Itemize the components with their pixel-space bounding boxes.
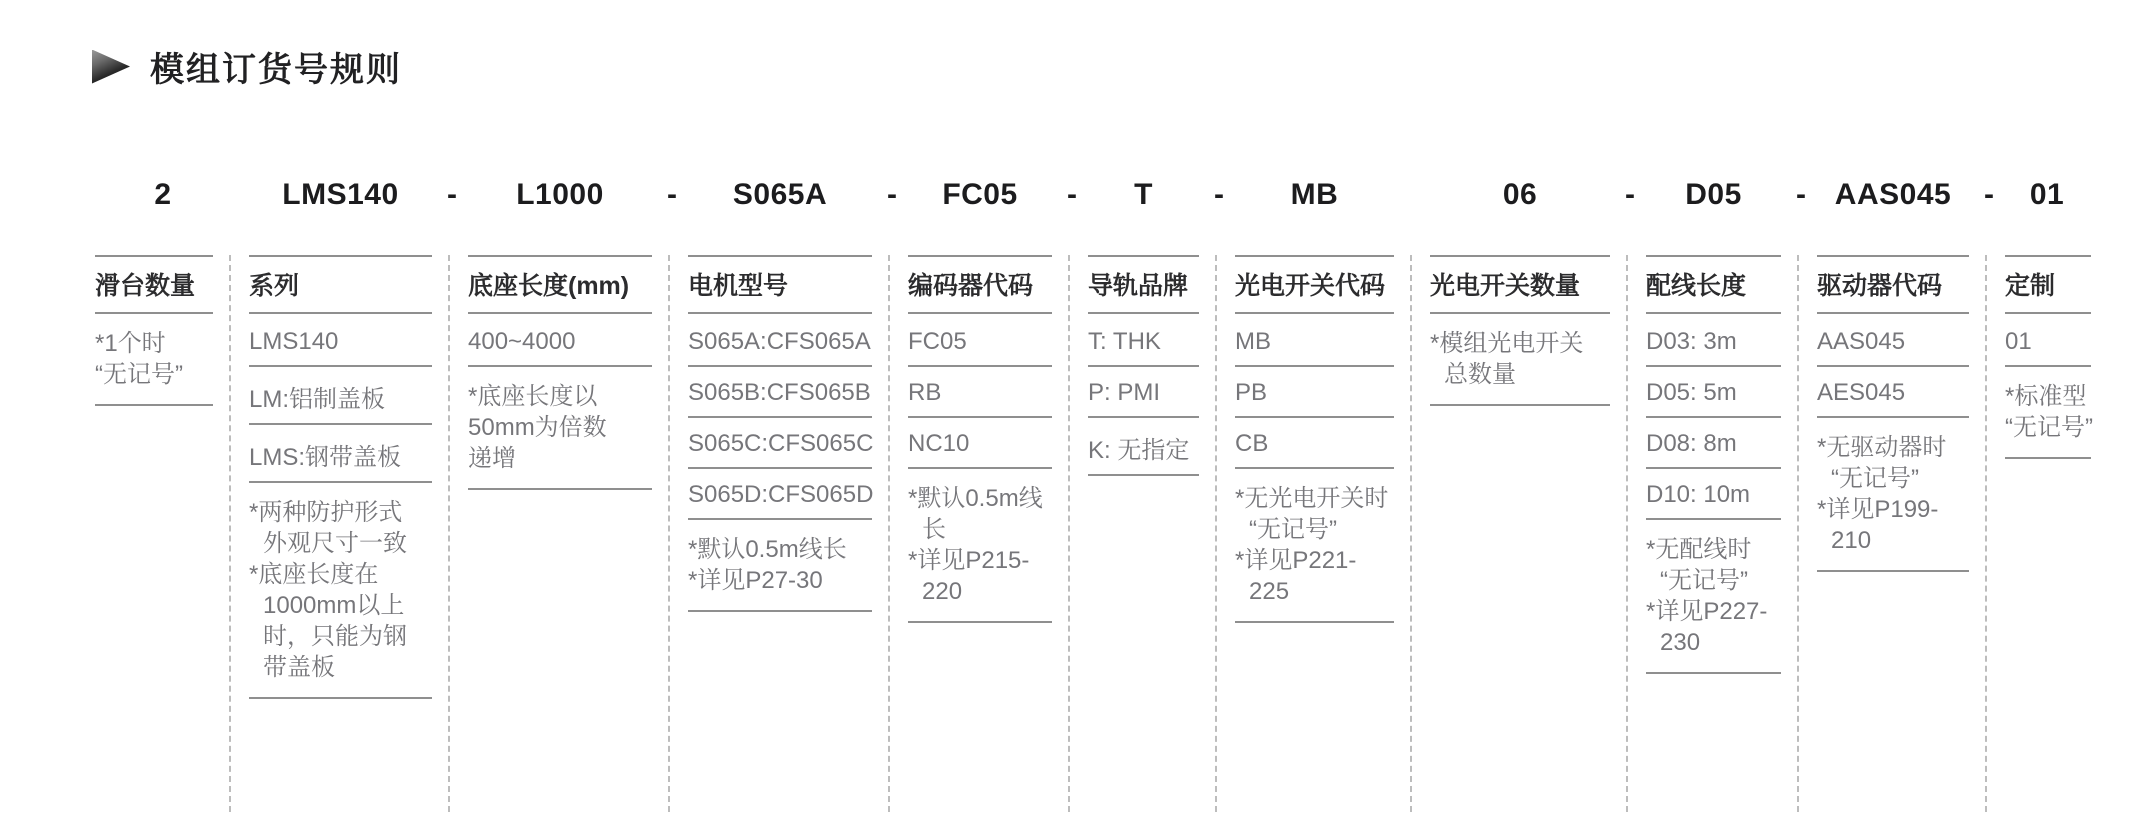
note-line: *详见P199- [1817,496,1939,523]
column-label-slide-count: 滑台数量 [95,255,213,314]
note-line: *1个时 [95,330,166,357]
note-line: *底座长度以 [468,383,598,410]
column-body-custom [1987,255,2107,812]
option-item: PB [1235,367,1394,418]
note-line: *无光电开关时 [1235,485,1389,512]
option-list-driver-code [1817,314,1969,418]
code-photo-switch-code: MB [1290,178,1339,211]
note-line: “无记号” [1660,567,1748,594]
column-label-motor-model: 电机型号 [688,255,872,314]
dash-separator: - [1214,178,1224,211]
option-list-series [249,314,432,483]
note-line: 总数量 [1444,361,1516,388]
option-item: LMS140 [249,314,432,367]
note-line: *默认0.5m线 [908,485,1043,512]
option-item: CB [1235,418,1394,469]
footnotes-cable-length [1646,520,1781,674]
code-row-rail-brand [1070,170,1224,216]
dash-separator: - [1796,178,1806,211]
code-base-length: L1000 [516,178,604,211]
code-custom: 01 [2029,178,2065,211]
option-item: AES045 [1817,367,1969,418]
column-label-cable-length: 配线长度 [1646,255,1781,314]
column-driver-code [1799,170,1994,812]
footnotes-custom [2005,367,2091,459]
code-row-base-length [450,170,677,216]
code-row-driver-code [1799,170,1994,216]
note-line: “无记号” [95,361,183,388]
note-line: 1000mm以上 [263,592,405,619]
column-slide-count [95,170,231,812]
footnotes-base-length [468,367,652,490]
note-line: 递增 [468,445,516,472]
option-item: 400~4000 [468,314,652,367]
column-cable-length [1628,170,1806,812]
note-line: *默认0.5m线长 [688,536,847,563]
option-item: S065A:CFS065A [688,314,872,367]
code-row-photo-switch-qty [1412,170,1635,216]
code-row-series [231,170,457,216]
footnotes-photo-switch-code [1235,469,1394,623]
column-rail-brand [1070,170,1224,812]
column-label-encoder-code: 编码器代码 [908,255,1052,314]
column-encoder-code [890,170,1077,812]
option-list-custom [2005,314,2091,367]
dash-separator: - [1984,178,1994,211]
footnotes-photo-switch-qty [1430,314,1610,406]
dash-separator: - [1067,178,1077,211]
option-item: 01 [2005,314,2091,367]
option-item: FC05 [908,314,1052,367]
option-item: K: 无指定 [1088,418,1199,476]
column-body-series [231,255,450,812]
column-base-length [450,170,677,812]
column-body-motor-model [670,255,890,812]
code-cable-length: D05 [1685,178,1742,211]
note-line: *无配线时 [1646,536,1752,563]
column-label-driver-code: 驱动器代码 [1817,255,1969,314]
option-item: D03: 3m [1646,314,1781,367]
note-line: 210 [1831,527,1872,554]
note-line: 外观尺寸一致 [263,530,407,557]
column-body-photo-switch-code [1217,255,1412,812]
footnotes-driver-code [1817,418,1969,572]
column-custom [1987,170,2107,812]
option-item: S065B:CFS065B [688,367,872,418]
option-item: S065D:CFS065D [688,469,872,520]
footnotes-motor-model [688,520,872,612]
code-row-encoder-code [890,170,1077,216]
footnotes-slide-count [95,314,213,406]
option-list-encoder-code [908,314,1052,469]
code-motor-model: S065A [732,178,828,211]
column-body-driver-code [1799,255,1987,812]
code-series: LMS140 [282,178,399,211]
arrow-right-icon [92,50,130,84]
option-item: D10: 10m [1646,469,1781,520]
note-line: *两种防护形式 [249,499,403,526]
column-label-rail-brand: 导轨品牌 [1088,255,1199,314]
order-code-table [95,170,2107,812]
option-item: LM:铝制盖板 [249,367,432,425]
code-slide-count: 2 [154,178,172,211]
option-item: LMS:钢带盖板 [249,425,432,483]
dash-separator: - [667,178,677,211]
note-line: *详见P215- [908,547,1030,574]
code-row-custom [1987,170,2107,216]
code-encoder-code: FC05 [942,178,1018,211]
option-item: D08: 8m [1646,418,1781,469]
column-photo-switch-code [1217,170,1412,812]
column-label-photo-switch-qty: 光电开关数量 [1430,255,1610,314]
section-title-row [92,42,402,91]
dash-separator: - [1625,178,1635,211]
column-body-base-length [450,255,670,812]
page-title: 模组订货号规则 [150,51,402,89]
note-line: 带盖板 [263,654,335,681]
option-item: S065C:CFS065C [688,418,872,469]
column-body-slide-count [95,255,231,812]
footnotes-series [249,483,432,699]
column-label-photo-switch-code: 光电开关代码 [1235,255,1394,314]
option-item: D05: 5m [1646,367,1781,418]
option-item: P: PMI [1088,367,1199,418]
code-driver-code: AAS045 [1834,178,1952,211]
note-line: *详见P227- [1646,598,1768,625]
column-body-encoder-code [890,255,1070,812]
column-body-rail-brand [1070,255,1217,812]
column-body-cable-length [1628,255,1799,812]
note-line: 长 [922,516,946,543]
option-item: NC10 [908,418,1052,469]
note-line: *模组光电开关 [1430,330,1584,357]
column-label-custom: 定制 [2005,255,2091,314]
note-line: *无驱动器时 [1817,434,1947,461]
note-line: 230 [1660,629,1701,656]
option-list-base-length [468,314,652,367]
option-item: AAS045 [1817,314,1969,367]
note-line: *详见P27-30 [688,567,823,594]
code-row-cable-length [1628,170,1806,216]
note-line: *详见P221- [1235,547,1357,574]
option-list-rail-brand [1088,314,1199,476]
column-series [231,170,457,812]
column-body-photo-switch-qty [1412,255,1628,812]
code-row-photo-switch-code [1217,170,1412,216]
note-line: “无记号” [1831,465,1919,492]
column-photo-switch-qty [1412,170,1635,812]
code-row-slide-count [95,170,231,216]
note-line: 225 [1249,578,1290,605]
note-line: *底座长度在 [249,561,379,588]
note-line: *标准型 [2005,383,2087,410]
code-row-motor-model [670,170,897,216]
option-list-photo-switch-code [1235,314,1394,469]
note-line: 50mm为倍数 [468,414,607,441]
column-motor-model [670,170,897,812]
option-item: T: THK [1088,314,1199,367]
code-photo-switch-qty: 06 [1502,178,1538,211]
code-rail-brand: T [1134,178,1153,211]
column-label-base-length: 底座长度(mm) [468,255,652,314]
option-list-motor-model [688,314,872,520]
option-item: RB [908,367,1052,418]
dash-separator: - [447,178,457,211]
option-item: MB [1235,314,1394,367]
dash-separator: - [887,178,897,211]
note-line: “无记号” [2005,414,2093,441]
column-label-series: 系列 [249,255,432,314]
note-line: “无记号” [1249,516,1337,543]
note-line: 时，只能为钢 [263,623,407,650]
option-list-cable-length [1646,314,1781,520]
footnotes-encoder-code [908,469,1052,623]
note-line: 220 [922,578,963,605]
